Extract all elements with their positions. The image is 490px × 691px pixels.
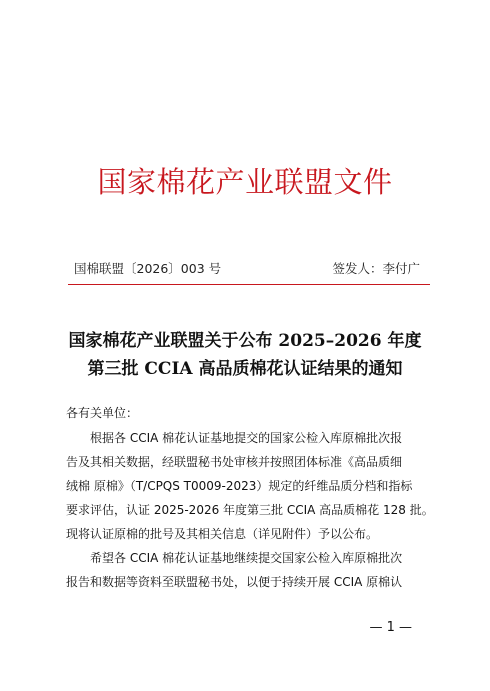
red-divider <box>68 284 430 285</box>
paragraph-line: 要求评估，认证 2025-2026 年度第三批 CCIA 高品质棉花 128 批。 <box>66 503 434 517</box>
paragraph-1 <box>66 426 438 546</box>
paragraph-line: 希望各 CCIA 棉花认证基地继续提交国家公检入库原棉批次 <box>90 551 403 565</box>
paragraph-line: 现将认证原棉的批号及其相关信息（详见附件）予以公布。 <box>66 527 379 541</box>
paragraph-line: 报告和数据等资料至联盟秘书处，以便于持续开展 CCIA 原棉认 <box>66 575 403 589</box>
document-number: 国棉联盟〔2026〕003 号 <box>74 261 222 276</box>
notice-title <box>40 327 450 383</box>
notice-title-line-2: 第三批 CCIA 高品质棉花认证结果的通知 <box>87 359 403 379</box>
paragraph-line: 告及其相关数据，经联盟秘书处审核并按照团体标准《高品质细 <box>66 455 403 469</box>
issuer: 签发人：李付广 <box>332 261 420 276</box>
paragraph-line: 根据各 CCIA 棉花认证基地提交的国家公检入库原棉批次报 <box>90 431 403 445</box>
notice-title-line-1: 国家棉花产业联盟关于公布 2025–2026 年度 <box>68 331 422 351</box>
salutation: 各有关单位： <box>66 406 139 420</box>
paragraph-line: 绒棉 原棉》（T/CPQS T0009-2023）规定的纤维品质分档和指标 <box>66 479 413 493</box>
page-number: — 1 — <box>369 620 412 635</box>
paragraph-2 <box>66 546 438 594</box>
masthead-title: 国家棉花产业联盟文件 <box>97 165 393 199</box>
